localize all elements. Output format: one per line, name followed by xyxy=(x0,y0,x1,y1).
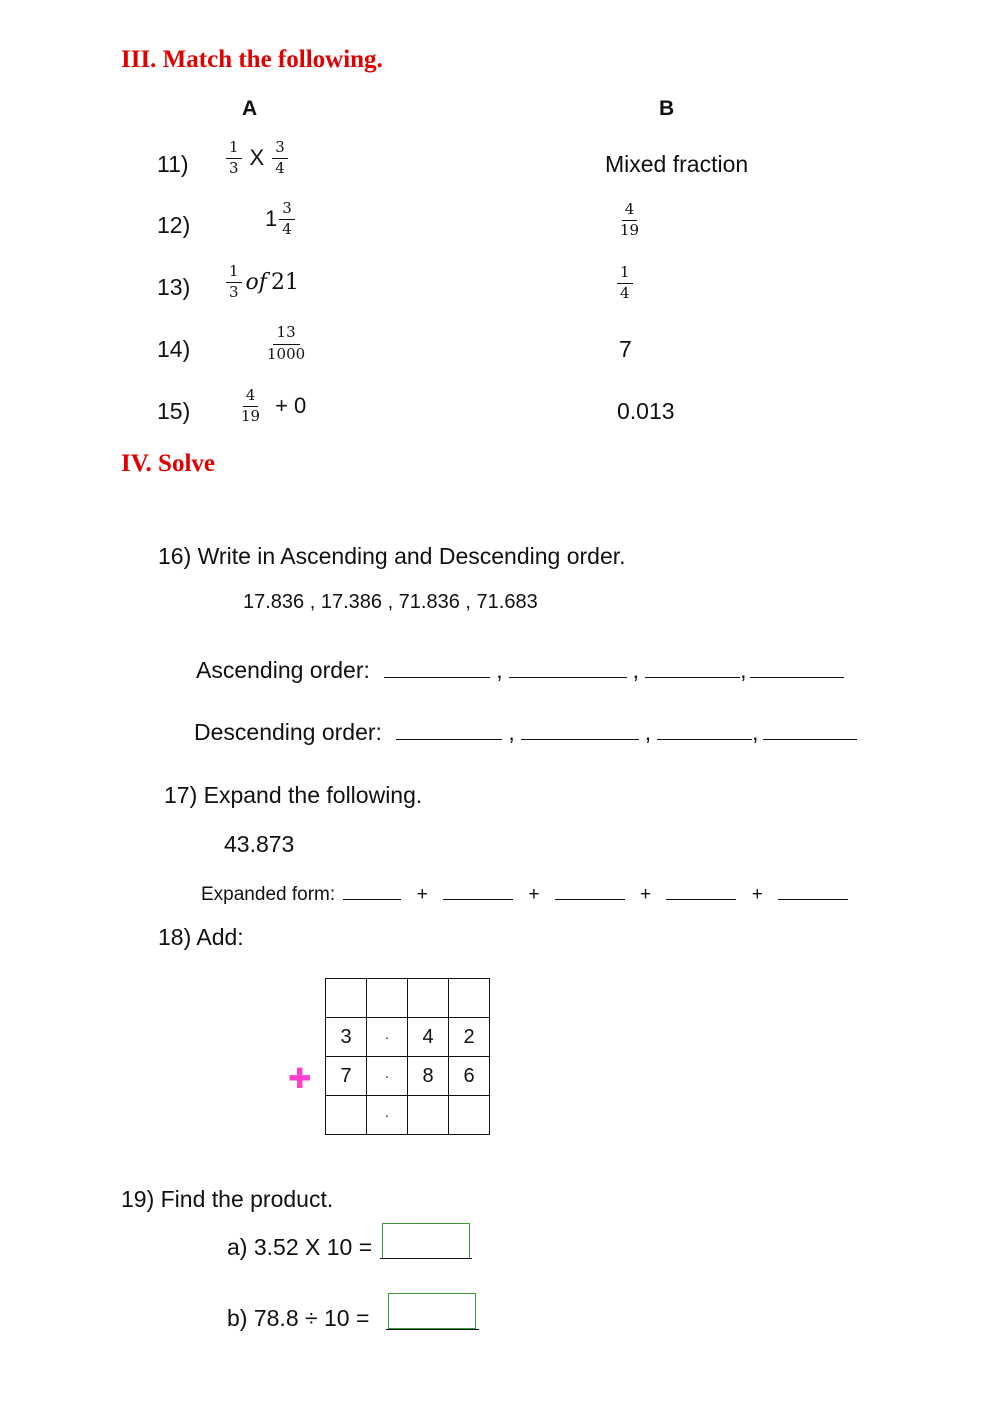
q16-numbers: 17.836 , 17.386 , 71.836 , 71.683 xyxy=(243,591,538,613)
q19b-question: b) 78.8 ÷ 10 = xyxy=(227,1305,370,1331)
descending-blank-4[interactable] xyxy=(763,719,857,740)
expanded-blank-4[interactable] xyxy=(666,879,736,900)
grid-cell[interactable] xyxy=(449,979,490,1018)
fraction: $\frac{4}{19}$ xyxy=(620,200,640,239)
plus-icon: ✚ xyxy=(288,1063,312,1094)
ascending-blank-2[interactable] xyxy=(509,657,627,678)
answer-cell[interactable] xyxy=(408,1096,449,1135)
grid-cell: 4 xyxy=(408,1018,449,1057)
item-11-expression: $\frac{1}{3}$ X $\frac{3}{4}$ xyxy=(226,140,288,177)
q16-prompt: 16) Write in Ascending and Descending order. xyxy=(158,543,626,569)
grid-row xyxy=(326,1096,490,1135)
item-12-expression: 1 $\frac{3}{4}$ xyxy=(265,201,295,238)
descending-blank-1[interactable] xyxy=(396,719,502,740)
item-13-answer xyxy=(617,265,633,302)
expanded-blank-3[interactable] xyxy=(555,879,625,900)
fraction: $\frac{3}{4}$ xyxy=(272,140,288,177)
item-11-answer: Mixed fraction xyxy=(605,151,749,177)
item-15-expression: $\frac{4}{19}$ + 0 xyxy=(238,388,306,425)
item-14-answer: 7 xyxy=(619,336,632,362)
answer-cell[interactable] xyxy=(326,1096,367,1135)
expanded-form-row: Expanded form: + + + + xyxy=(201,879,848,906)
grid-cell[interactable] xyxy=(367,979,408,1018)
item-15-number: 15) xyxy=(157,398,191,424)
grid-cell: 3 xyxy=(326,1018,367,1057)
expanded-blank-1[interactable] xyxy=(343,879,401,900)
column-a-header: A xyxy=(242,97,258,120)
item-13-expression: $\frac{1}{3}$ of 21 xyxy=(226,264,299,301)
answer-cell[interactable] xyxy=(449,1096,490,1135)
grid-row xyxy=(326,1018,490,1057)
fraction: $\frac{13}{1000}$ xyxy=(267,323,306,363)
ascending-row: Ascending order: , , , xyxy=(196,657,844,684)
expanded-blank-2[interactable] xyxy=(443,879,513,900)
item-15-answer: 0.013 xyxy=(617,398,675,424)
fraction: $\frac{1}{4}$ xyxy=(617,265,633,302)
item-12-answer xyxy=(617,202,642,239)
descending-label: Descending order: xyxy=(194,719,382,745)
ascending-blank-3[interactable] xyxy=(645,657,740,678)
fraction: $\frac{3}{4}$ xyxy=(279,201,295,238)
ascending-blank-1[interactable] xyxy=(384,657,490,678)
answer-cell: · xyxy=(367,1096,408,1135)
item-14-expression xyxy=(264,325,308,363)
item-14-number: 14) xyxy=(157,336,191,362)
fraction: $\frac{1}{3}$ xyxy=(226,140,242,177)
column-b-header: B xyxy=(659,97,675,120)
descending-row: Descending order: , , , xyxy=(194,719,857,746)
q19b-underline xyxy=(386,1329,479,1330)
grid-row xyxy=(326,979,490,1018)
grid-cell: 8 xyxy=(408,1057,449,1096)
fraction: $\frac{1}{3}$ xyxy=(226,264,242,301)
expanded-form-label: Expanded form: xyxy=(201,884,336,905)
q19a-underline xyxy=(380,1258,472,1259)
q19-prompt: 19) Find the product. xyxy=(121,1186,334,1212)
grid-cell: · xyxy=(367,1057,408,1096)
grid-cell[interactable] xyxy=(326,979,367,1018)
q18-prompt: 18) Add: xyxy=(158,924,244,950)
grid-cell: · xyxy=(367,1018,408,1057)
item-11-number: 11) xyxy=(157,151,189,177)
section-4-title: IV. Solve xyxy=(121,450,216,477)
grid-row xyxy=(326,1057,490,1096)
section-3-title: III. Match the following. xyxy=(121,46,383,73)
expanded-blank-5[interactable] xyxy=(778,879,848,900)
grid-cell: 2 xyxy=(449,1018,490,1057)
grid-cell: 7 xyxy=(326,1057,367,1096)
fraction: $\frac{4}{19}$ xyxy=(241,386,261,425)
q19a-question: a) 3.52 X 10 = xyxy=(227,1234,373,1260)
q17-prompt: 17) Expand the following. xyxy=(164,782,423,808)
q19a-answer-input[interactable] xyxy=(382,1223,470,1259)
q17-number: 43.873 xyxy=(224,831,295,857)
q19b-answer-input[interactable] xyxy=(388,1293,476,1329)
item-13-number: 13) xyxy=(157,274,191,300)
grid-cell: 6 xyxy=(449,1057,490,1096)
ascending-label: Ascending order: xyxy=(196,657,370,683)
addition-grid xyxy=(325,978,490,1135)
descending-blank-3[interactable] xyxy=(657,719,752,740)
descending-blank-2[interactable] xyxy=(521,719,639,740)
item-12-number: 12) xyxy=(157,212,191,238)
grid-cell[interactable] xyxy=(408,979,449,1018)
ascending-blank-4[interactable] xyxy=(750,657,844,678)
